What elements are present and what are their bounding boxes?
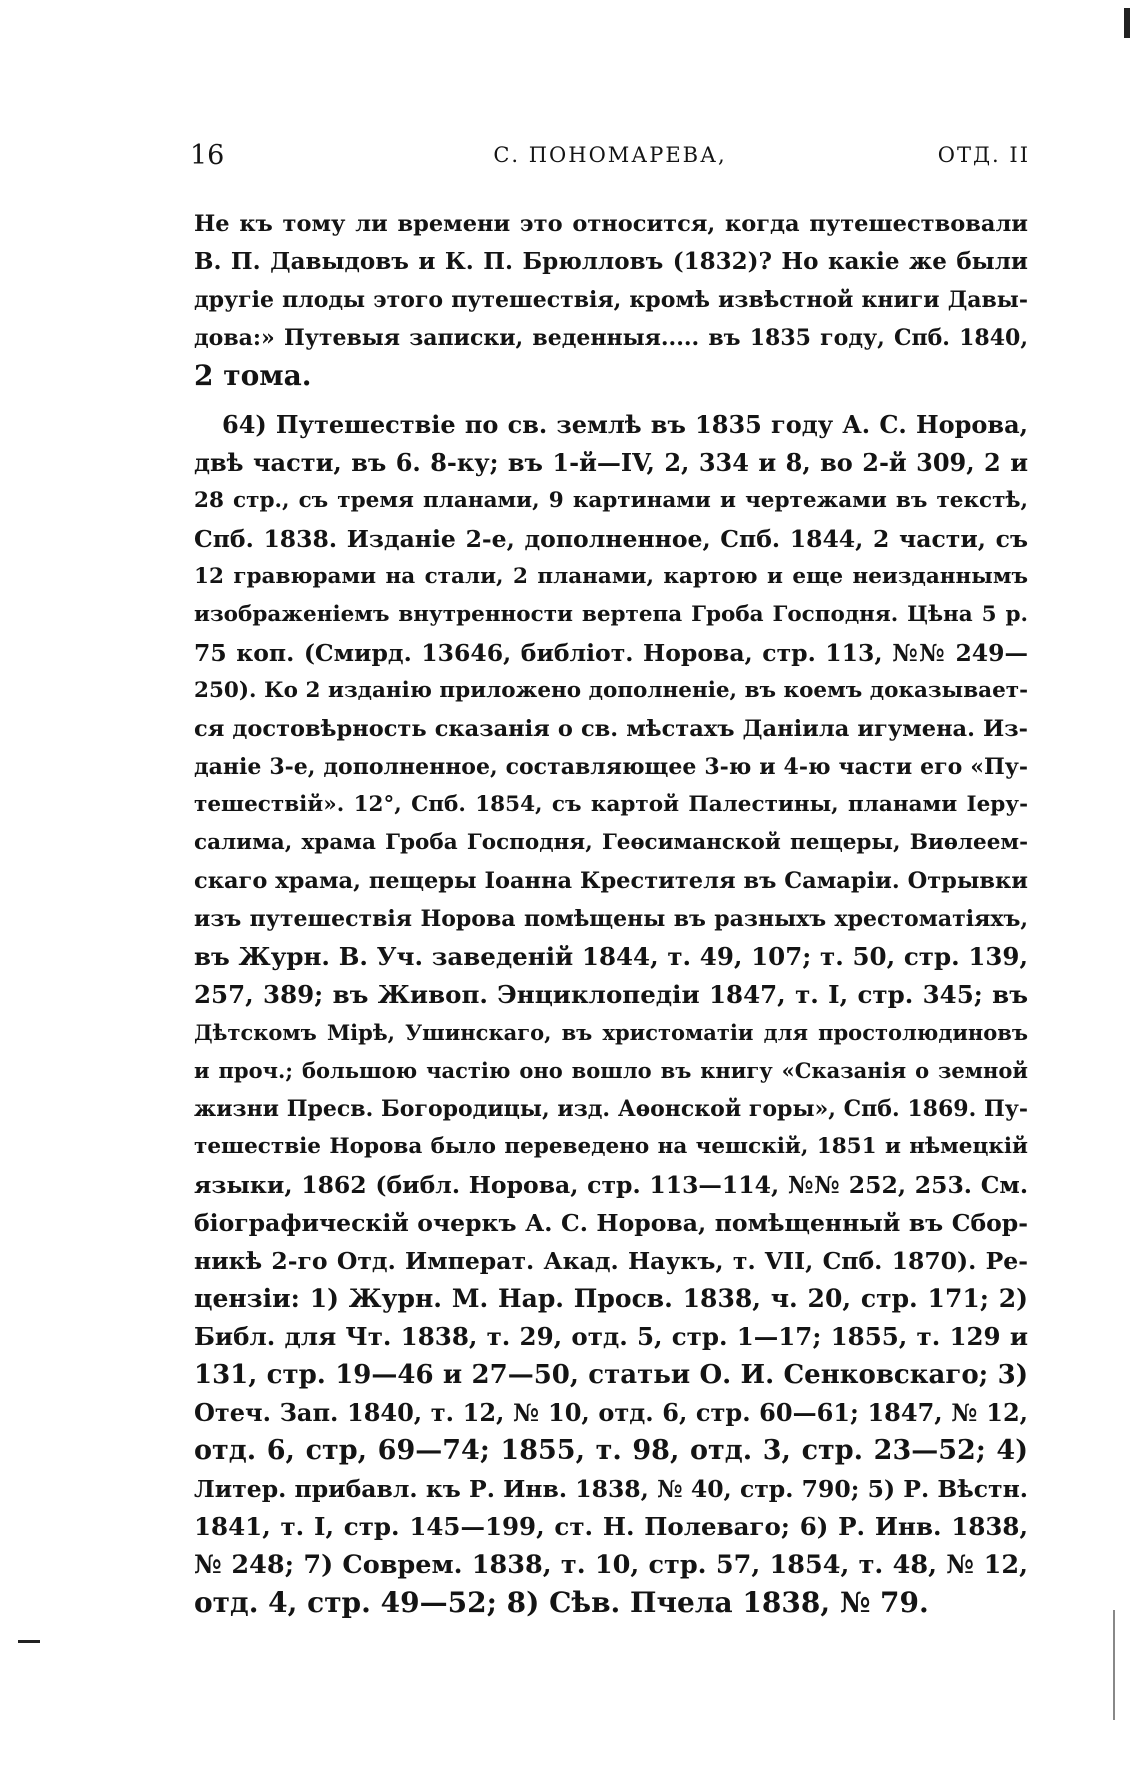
page-header [190, 140, 1030, 180]
text-line: ся достовѣрность сказанія о св. мѣстахъ Даніила игумена. Из- [194, 716, 1028, 742]
scan-mark [1113, 1610, 1115, 1720]
text-line: 64) Путешествіе по св. землѣ въ 1835 году А. С. Норова, [222, 410, 1028, 439]
text-line: изъ путешествія Норова помѣщены въ разныхъ хрестоматіяхъ, [194, 906, 1028, 932]
paragraph-2-entry-64 [194, 406, 1028, 1622]
text-line: въ Журн. В. Уч. заведеній 1844, т. 49, 107; т. 50, стр. 139, [194, 942, 1028, 971]
section-label: ОТД. II [937, 143, 1030, 167]
scan-mark [1124, 8, 1130, 38]
text-line: Спб. 1838. Изданіе 2-е, дополненное, Спб. 1844, 2 части, съ [194, 525, 1028, 553]
text-line: другіе плоды этого путешествія, кромѣ извѣстной книги Давы- [194, 287, 1028, 313]
text-line: языки, 1862 (библ. Норова, стр. 113—114, №№ 252, 253. См. [194, 1171, 1028, 1199]
scan-mark [18, 1640, 40, 1643]
text-line: цензіи: 1) Журн. М. Нар. Просв. 1838, ч. 20, стр. 171; 2) [194, 1284, 1028, 1313]
text-line: Библ. для Чт. 1838, т. 29, отд. 5, стр. 1—17; 1855, т. 129 и [194, 1322, 1028, 1351]
text-line: 131, стр. 19—46 и 27—50, статьи О. И. Сенковскаго; 3) [194, 1360, 1028, 1390]
text-line: № 248; 7) Соврем. 1838, т. 10, стр. 57, 1854, т. 48, № 12, [194, 1550, 1028, 1580]
text-line: 12 гравюрами на стали, 2 планами, картою и еще неизданнымъ [194, 564, 1028, 589]
page-number: 16 [190, 140, 225, 171]
text-line: никѣ 2-го Отд. Императ. Акад. Наукъ, т. VII, Спб. 1870). Ре- [194, 1247, 1028, 1275]
running-title: С. ПОНОМАРЕВА, [493, 143, 727, 167]
text-line: тешествіе Норова было переведено на чешскій, 1851 и нѣмецкій [194, 1134, 1028, 1159]
text-line: біографическій очеркъ А. С. Норова, помѣщенный въ Сбор- [194, 1209, 1028, 1237]
paragraph-1 [194, 205, 1028, 395]
text-line: отд. 6, стр, 69—74; 1855, т. 98, отд. 3, стр. 23—52; 4) [194, 1435, 1028, 1466]
text-line: 250). Ко 2 изданію приложено дополненіе, въ коемъ доказывает- [194, 678, 1028, 703]
text-line: жизни Пресв. Богородицы, изд. Аѳонской горы», Спб. 1869. Пу- [194, 1096, 1028, 1122]
text-line: салима, храма Гроба Господня, Геѳсиманской пещеры, Виѳлеем- [194, 830, 1028, 855]
text-line: 2 тома. [194, 359, 312, 392]
text-line: 257, 389; въ Живоп. Энциклопедіи 1847, т. I, стр. 345; въ [194, 980, 1028, 1009]
text-line: двѣ части, въ 6. 8-ку; въ 1-й—IV, 2, 334 и 8, во 2-й 309, 2 и [194, 448, 1028, 477]
text-line: 75 коп. (Смирд. 13646, библіот. Норова, стр. 113, №№ 249— [194, 639, 1028, 667]
text-line: Литер. прибавл. къ Р. Инв. 1838, № 40, стр. 790; 5) Р. Вѣстн. [194, 1475, 1028, 1503]
text-line: 28 стр., съ тремя планами, 9 картинами и чертежами въ текстѣ, [194, 488, 1028, 513]
text-line: 1841, т. I, стр. 145—199, ст. Н. Полеваго; 6) Р. Инв. 1838, [194, 1512, 1028, 1541]
text-line: и проч.; большою частію оно вошло въ книгу «Сказанія о земной [194, 1058, 1028, 1083]
page-body [194, 205, 1028, 1622]
text-line: отд. 4, стр. 49—52; 8) Сѣв. Пчела 1838, № 79. [194, 1586, 929, 1619]
text-line: Отеч. Зап. 1840, т. 12, № 10, отд. 6, стр. 60—61; 1847, № 12, [194, 1398, 1028, 1427]
text-line: даніе 3-е, дополненное, составляющее 3-ю и 4-ю части его «Пу- [194, 754, 1028, 780]
text-line: Дѣтскомъ Мірѣ, Ушинскаго, въ христоматіи для простолюдиновъ [194, 1020, 1028, 1045]
text-line: дова:» Путевыя записки, веденныя..... въ 1835 году, Спб. 1840, [194, 325, 1028, 351]
text-line: В. П. Давыдовъ и К. П. Брюлловъ (1832)? Но какіе же были [194, 248, 1028, 275]
text-line: скаго храма, пещеры Іоанна Крестителя въ Самаріи. Отрывки [194, 868, 1028, 894]
text-line: тешествій». 12°, Спб. 1854, съ картой Палестины, планами Іеру- [194, 792, 1028, 817]
text-line: изображеніемъ внутренности вертепа Гроба Господня. Цѣна 5 р. [194, 602, 1028, 627]
text-line: Не къ тому ли времени это относится, когда путешествовали [194, 211, 1028, 237]
